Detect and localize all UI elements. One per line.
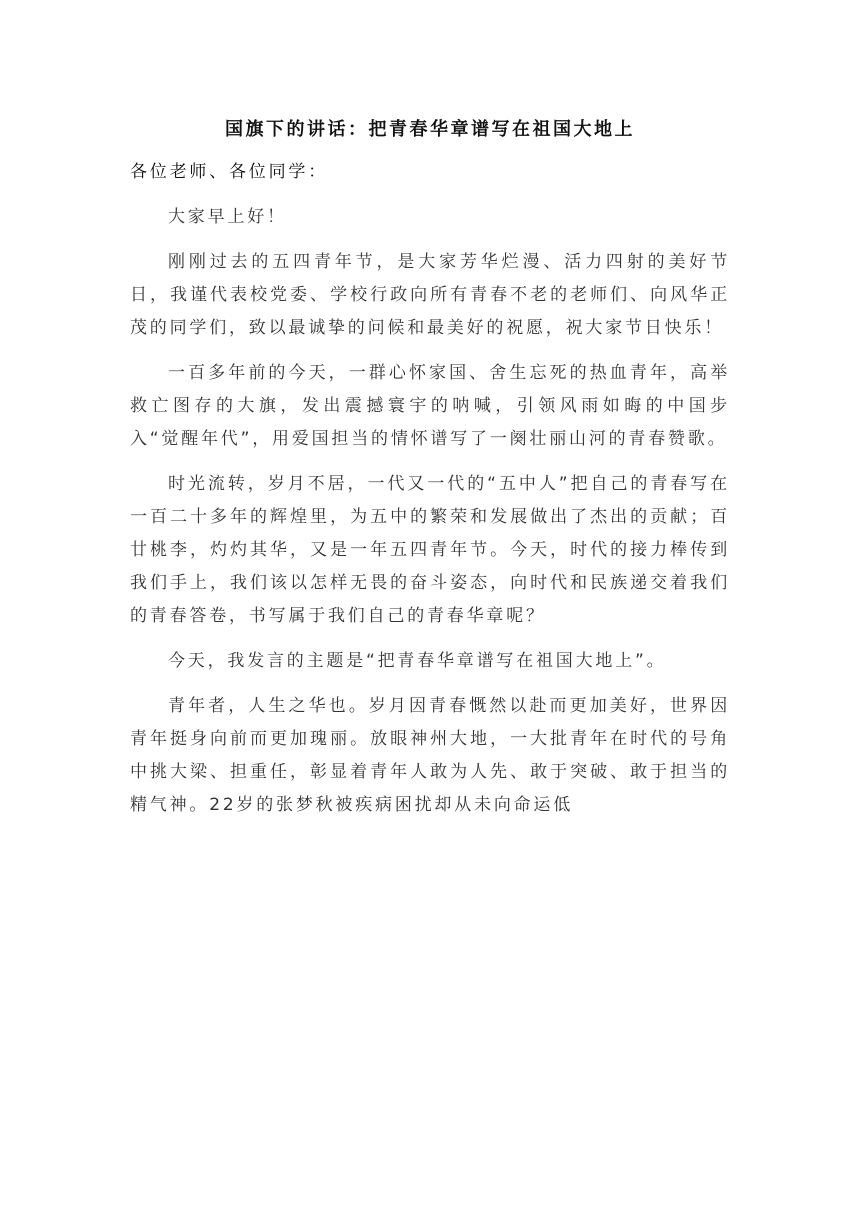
paragraph-history: 一百多年前的今天，一群心怀家国、舍生忘死的热血青年，高举救亡图存的大旗，发出震撼寰宇的呐喊，引领风雨如晦的中国步入“觉醒年代”，用爱国担当的情怀谱写了一阕壮丽山河的青春赞歌。	[130, 363, 730, 449]
paragraph-greeting: 大家早上好！	[168, 207, 287, 227]
paragraph-youth-day: 刚刚过去的五四青年节，是大家芳华烂漫、活力四射的美好节日，我谨代表校党委、学校行政向所有青春不老的老师们、向风华正茂的同学们，致以最诚挚的问候和最美好的祝愿，祝大家节日快乐！	[130, 252, 730, 338]
document-body	[130, 156, 730, 822]
paragraph-school: 时光流转，岁月不居，一代又一代的“五中人”把自己的青春写在一百二十多年的辉煌里，为五中的繁荣和发展做出了杰出的贡献；百廿桃李，灼灼其华，又是一年五四青年节。今天，时代的接力棒传到我们手上，我们该以怎样无畏的奋斗姿态，向时代和民族递交着我们的青春答卷，书写属于我们自己的青春华章呢？	[130, 474, 730, 626]
paragraph-youth: 青年者，人生之华也。岁月因青春慨然以赴而更加美好，世界因青年挺身向前而更加瑰丽。放眼神州大地，一大批青年在时代的号角中挑大梁、担重任，彰显着青年人敢为人先、敢于突破、敢于担当的精气神。22岁的张梦秋被疾病困扰却从未向命运低	[130, 696, 730, 815]
salutation: 各位老师、各位同学：	[130, 162, 328, 182]
paragraph-theme: 今天，我发言的主题是“把青春华章谱写在祖国大地上”。	[168, 651, 667, 671]
document-title: 国旗下的讲话：把青春华章谱写在祖国大地上	[225, 119, 635, 140]
